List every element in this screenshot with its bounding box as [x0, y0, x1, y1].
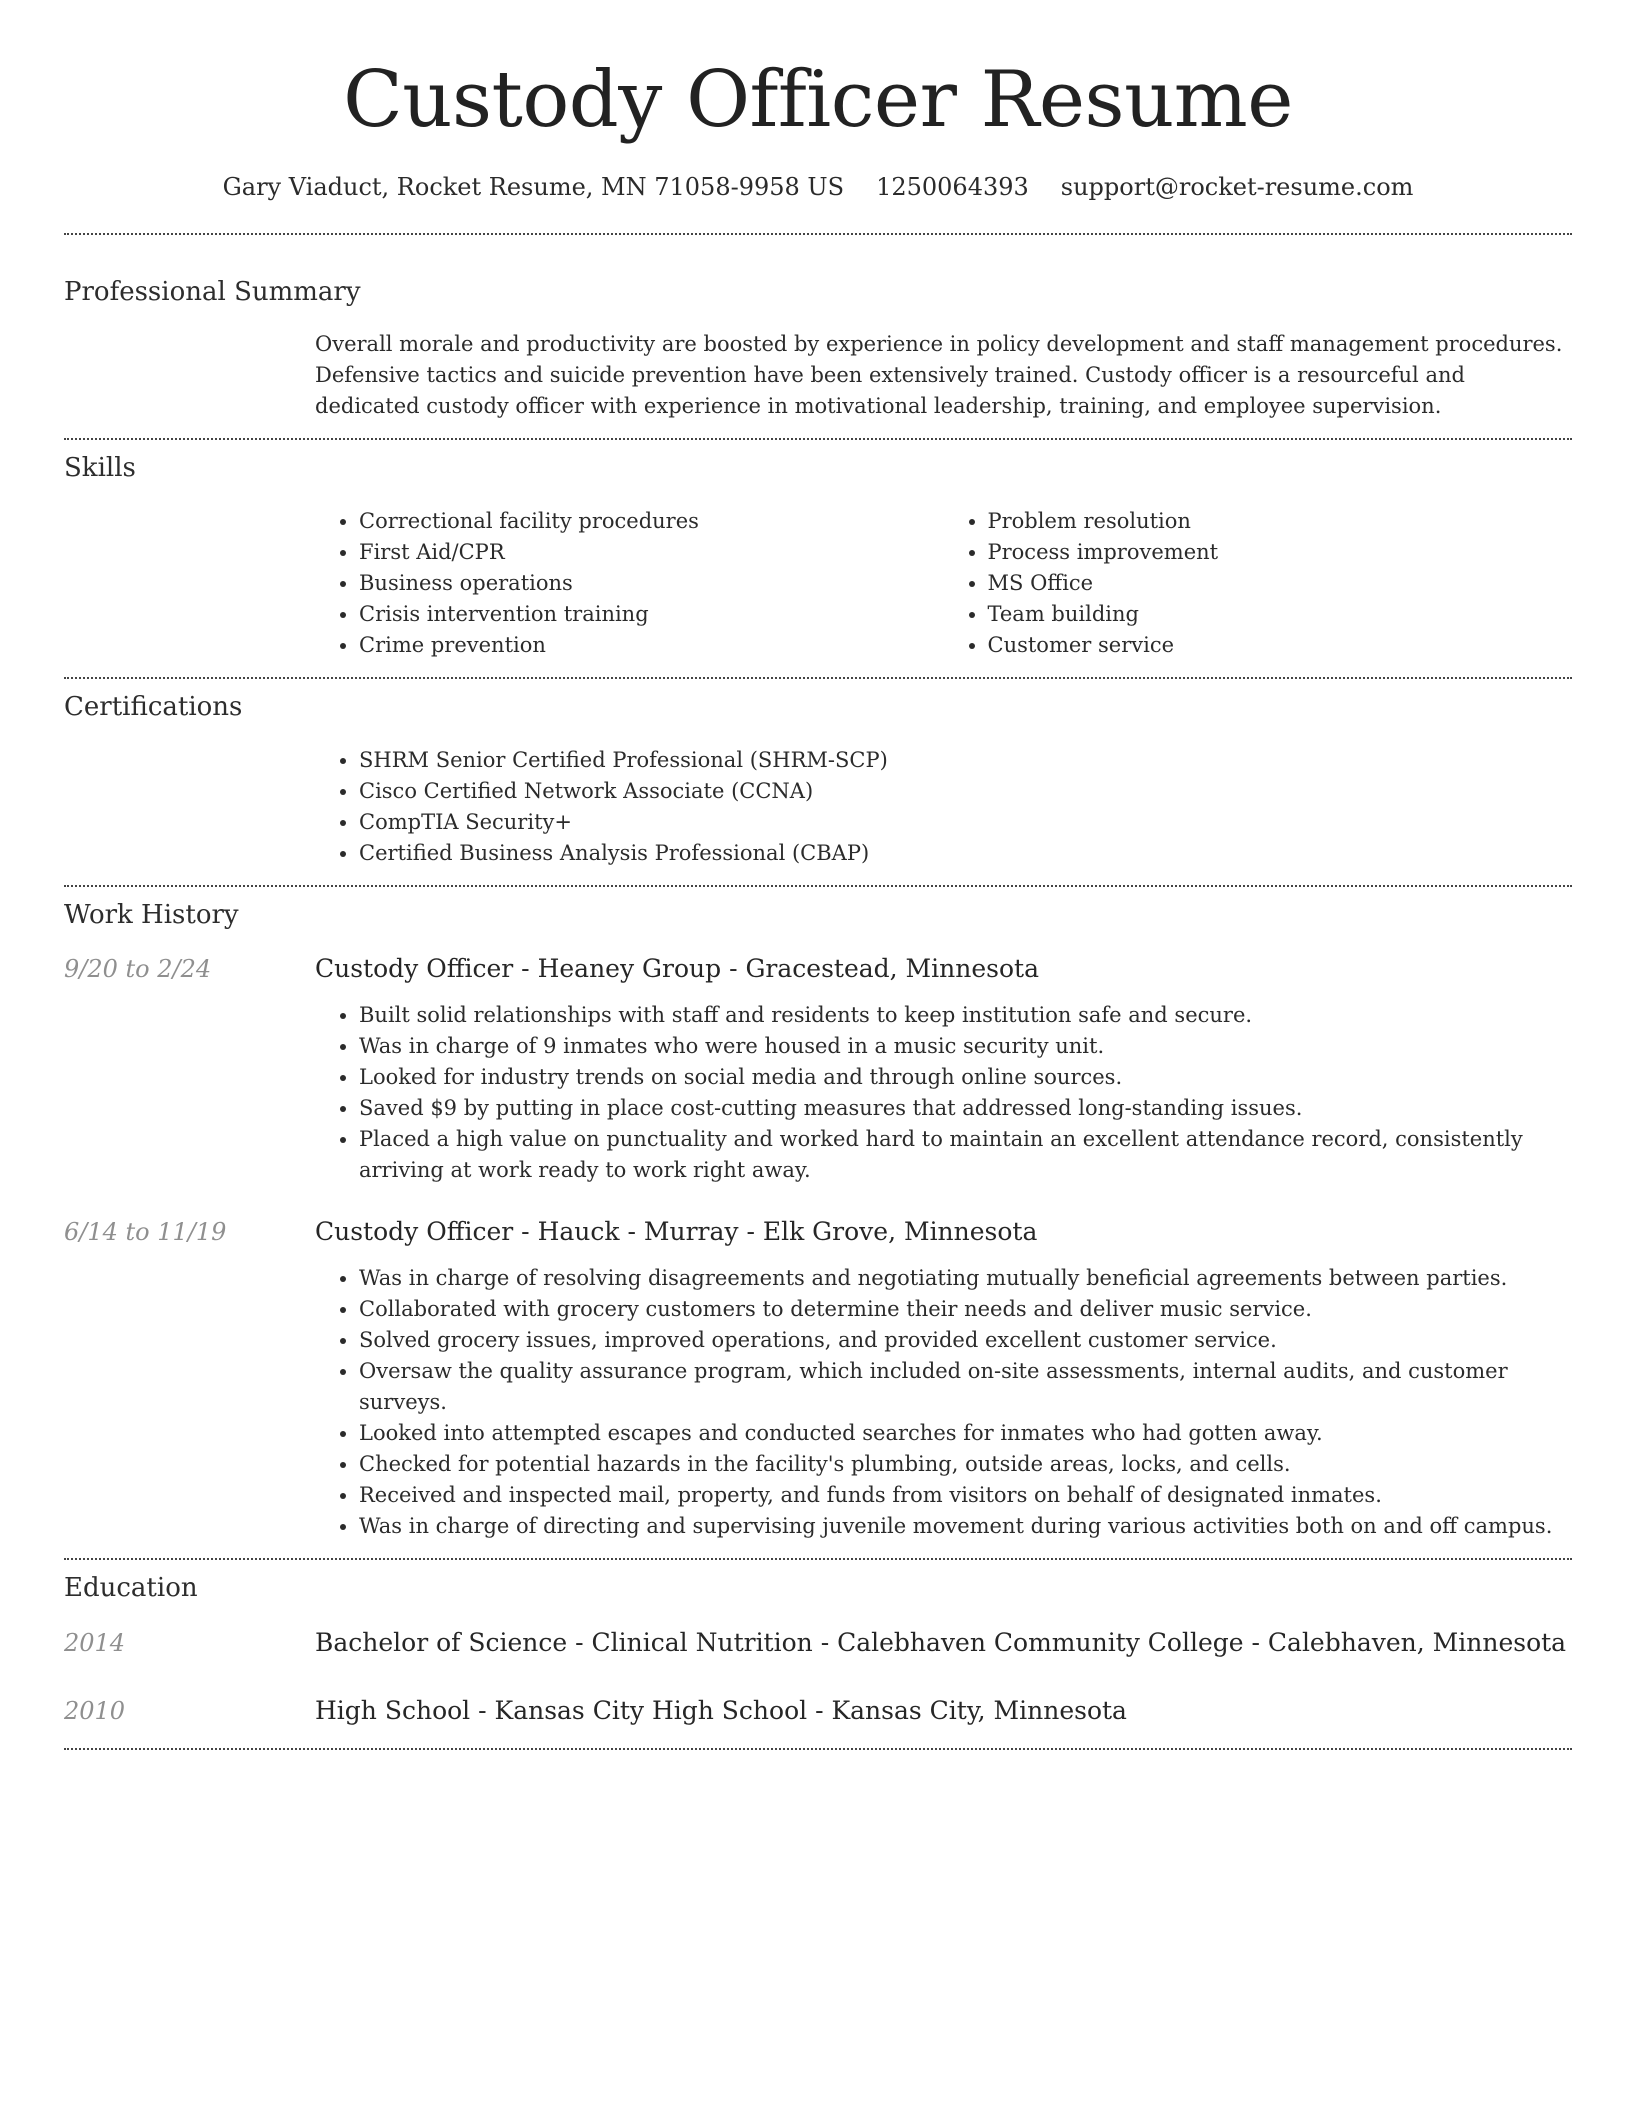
list-item: • Was in charge of resolving disagreements and negotiating mutually beneficial agreements between parties. [359, 1263, 1572, 1294]
divider [64, 677, 1572, 679]
education-title: Bachelor of Science - Clinical Nutrition - Calebhaven Community College - Calebhaven, Minnesota [315, 1628, 1567, 1657]
job-bullets [315, 1263, 1572, 1542]
job-title: Custody Officer - Heaney Group - Gracestead, Minnesota [315, 954, 1039, 983]
skills-list [315, 506, 1572, 661]
list-item: • Solved grocery issues, improved operations, and provided excellent customer service. [359, 1325, 1572, 1356]
divider [64, 1748, 1572, 1750]
job-dates: 9/20 to 2/24 [64, 955, 212, 983]
list-item: • Oversaw the quality assurance program, which included on-site assessments, internal audits, and customer surveys. [359, 1356, 1572, 1418]
list-item: • Built solid relationships with staff and residents to keep institution safe and secure. [359, 1000, 1572, 1031]
list-item: • Collaborated with grocery customers to determine their needs and deliver music service. [359, 1294, 1572, 1325]
list-item: • Checked for potential hazards in the facility's plumbing, outside areas, locks, and cells. [359, 1449, 1572, 1480]
contact-email[interactable]: support@rocket-resume.com [1060, 173, 1414, 201]
list-item: • CompTIA Security+ [359, 807, 1572, 838]
list-item: • Customer service [988, 630, 1573, 661]
list-item: • Saved $9 by putting in place cost-cutting measures that addressed long-standing issues. [359, 1093, 1572, 1124]
list-item: • Problem resolution [988, 506, 1573, 537]
list-item: • Team building [988, 599, 1573, 630]
section-heading-work-history: Work History [64, 900, 239, 930]
job-bullets [315, 1000, 1572, 1186]
list-item: • Placed a high value on punctuality and worked hard to maintain an excellent attendance record, consistently arriving at work ready to work right away. [359, 1124, 1572, 1186]
list-item: • Certified Business Analysis Professional (CBAP) [359, 838, 1572, 869]
section-heading-skills: Skills [64, 453, 136, 483]
skills-column-left [315, 506, 944, 661]
resume-title: Custody Officer Resume [343, 55, 1293, 145]
list-item: • Process improvement [988, 537, 1573, 568]
list-item: • Was in charge of directing and supervising juvenile movement during various activities both on and off campus. [359, 1511, 1572, 1542]
education-title: High School - Kansas City High School - Kansas City, Minnesota [315, 1696, 1127, 1725]
list-item: • Received and inspected mail, property, and funds from visitors on behalf of designated inmates. [359, 1480, 1572, 1511]
education-year: 2014 [64, 1629, 126, 1657]
list-item: • MS Office [988, 568, 1573, 599]
contact-address: Gary Viaduct, Rocket Resume, MN 71058-9958 US [222, 173, 845, 201]
resume-page [64, 0, 1572, 1750]
job-dates: 6/14 to 11/19 [64, 1218, 227, 1246]
education-entry [64, 1626, 1572, 1660]
summary-text: Overall morale and productivity are boosted by experience in policy development and staff management procedures. Defensive tactics and suicide prevention have been extensively trained. Custody officer is a resourceful and dedicated custody officer with experience in motivational leadership, training, and employee supervision. [315, 332, 1563, 418]
list-item: • First Aid/CPR [359, 537, 944, 568]
list-item: • Was in charge of 9 inmates who were housed in a music security unit. [359, 1031, 1572, 1062]
job-title: Custody Officer - Hauck - Murray - Elk Grove, Minnesota [315, 1217, 1038, 1246]
certifications-list [315, 745, 1572, 869]
list-item: • Looked into attempted escapes and conducted searches for inmates who had gotten away. [359, 1418, 1572, 1449]
contact-line [64, 170, 1572, 204]
section-heading-certifications: Certifications [64, 692, 243, 722]
divider [64, 1558, 1572, 1560]
job-entry [64, 1215, 1572, 1542]
contact-phone: 1250064393 [876, 173, 1029, 201]
section-heading-education: Education [64, 1573, 198, 1603]
list-item: • Crisis intervention training [359, 599, 944, 630]
divider [64, 233, 1572, 235]
divider [64, 438, 1572, 440]
list-item: • SHRM Senior Certified Professional (SHRM-SCP) [359, 745, 1572, 776]
section-heading-summary: Professional Summary [64, 277, 361, 307]
list-item: • Looked for industry trends on social media and through online sources. [359, 1062, 1572, 1093]
education-year: 2010 [64, 1697, 126, 1725]
skills-column-right [944, 506, 1573, 661]
list-item: • Correctional facility procedures [359, 506, 944, 537]
divider [64, 885, 1572, 887]
education-entry [64, 1694, 1572, 1728]
job-entry [64, 952, 1572, 1186]
list-item: • Crime prevention [359, 630, 944, 661]
list-item: • Cisco Certified Network Associate (CCNA) [359, 776, 1572, 807]
list-item: • Business operations [359, 568, 944, 599]
